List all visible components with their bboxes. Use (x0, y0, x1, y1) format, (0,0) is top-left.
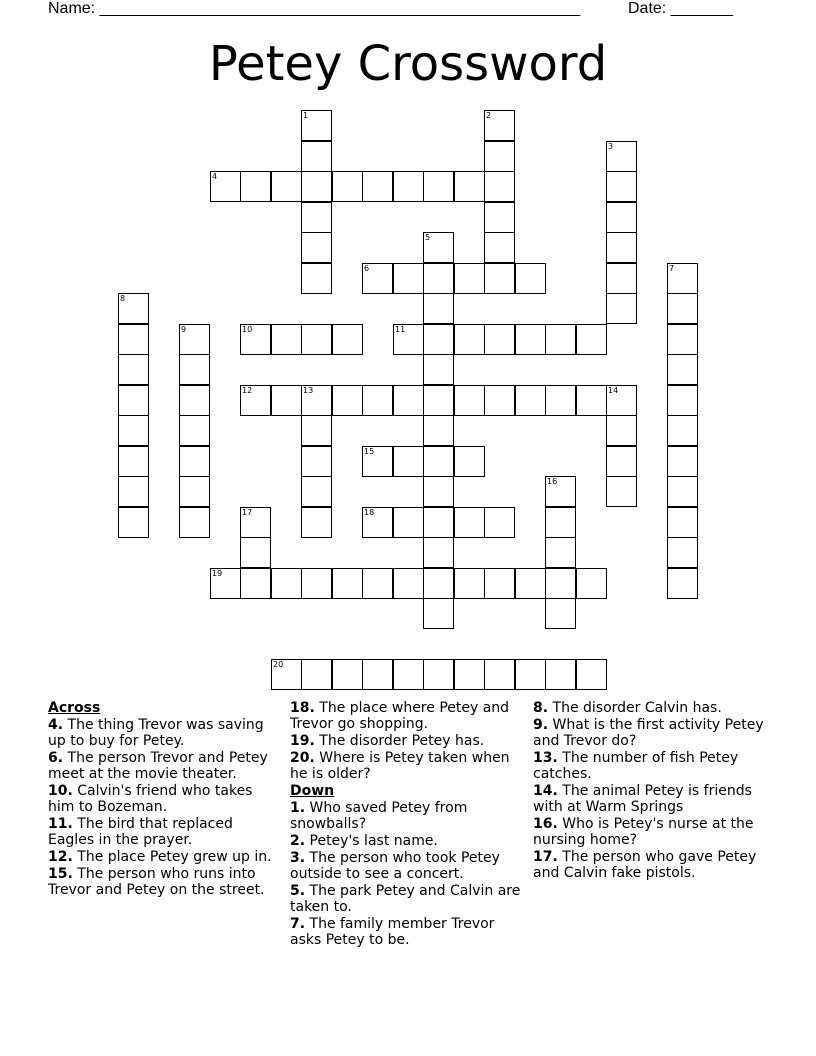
grid-cell[interactable] (606, 202, 637, 233)
grid-cell[interactable] (515, 324, 546, 355)
grid-cell[interactable] (240, 171, 271, 202)
grid-cell[interactable] (454, 263, 485, 294)
cell-number: 3 (608, 142, 614, 151)
grid-cell[interactable] (515, 263, 546, 294)
grid-cell[interactable] (484, 507, 515, 538)
grid-cell[interactable] (332, 171, 363, 202)
cell-number: 5 (425, 233, 431, 242)
page-title: Petey Crossword (208, 36, 608, 92)
grid-cell[interactable] (362, 568, 393, 599)
grid-cell[interactable] (606, 476, 637, 507)
grid-cell[interactable] (301, 141, 332, 172)
clue-down-2: 2. Petey's last name. (290, 833, 438, 849)
cell-number: 11 (395, 325, 406, 334)
grid-cell[interactable] (423, 354, 454, 385)
grid-cell[interactable] (301, 385, 332, 416)
clue-down-9: 9. What is the first activity Petey and Trevor do? (533, 717, 764, 749)
clue-across-15: 15. The person who runs into Trevor and Petey on the street. (48, 866, 265, 898)
grid-cell[interactable] (362, 659, 393, 690)
grid-cell[interactable] (423, 263, 454, 294)
cell-number: 19 (212, 569, 223, 578)
clue-down-13: 13. The number of fish Petey catches. (533, 750, 739, 782)
grid-cell[interactable] (271, 659, 302, 690)
grid-cell[interactable] (332, 324, 363, 355)
grid-cell[interactable] (393, 568, 424, 599)
grid-cell[interactable] (118, 324, 149, 355)
grid-cell[interactable] (606, 171, 637, 202)
grid-cell[interactable] (179, 476, 210, 507)
grid-cell[interactable] (545, 324, 576, 355)
grid-cell[interactable] (240, 537, 271, 568)
clue-across-19: 19. The disorder Petey has. (290, 733, 485, 749)
grid-cell[interactable] (515, 385, 546, 416)
grid-cell[interactable] (454, 507, 485, 538)
grid-cell[interactable] (606, 293, 637, 324)
grid-cell[interactable] (423, 385, 454, 416)
grid-cell[interactable] (484, 202, 515, 233)
grid-cell[interactable] (332, 659, 363, 690)
cell-number: 16 (547, 477, 558, 486)
grid-cell[interactable] (667, 263, 698, 294)
clue-across-20: 20. Where is Petey taken when he is older? (290, 750, 510, 782)
grid-cell[interactable] (393, 659, 424, 690)
grid-cell[interactable] (301, 476, 332, 507)
cell-number: 12 (242, 386, 253, 395)
grid-cell[interactable] (454, 324, 485, 355)
grid-cell[interactable] (240, 385, 271, 416)
cell-number: 15 (364, 447, 375, 456)
grid-cell[interactable] (484, 171, 515, 202)
cell-number: 18 (364, 508, 375, 517)
cell-number: 10 (242, 325, 253, 334)
grid-cell[interactable] (301, 263, 332, 294)
cell-number: 20 (273, 660, 284, 669)
cell-number: 2 (486, 111, 492, 120)
grid-cell[interactable] (118, 446, 149, 477)
grid-cell[interactable] (179, 385, 210, 416)
clue-down-17: 17. The person who gave Petey and Calvin fake pistols. (533, 849, 757, 881)
grid-cell[interactable] (484, 385, 515, 416)
clue-across-12: 12. The place Petey grew up in. (48, 849, 272, 865)
grid-cell[interactable] (179, 354, 210, 385)
clue-across-10: 10. Calvin's friend who takes him to Bozeman. (48, 783, 253, 815)
grid-cell[interactable] (423, 537, 454, 568)
grid-cell[interactable] (454, 446, 485, 477)
grid-cell[interactable] (118, 507, 149, 538)
grid-cell[interactable] (484, 568, 515, 599)
grid-cell[interactable] (423, 507, 454, 538)
clues-column-2 (290, 700, 526, 949)
down-heading: Down (290, 783, 335, 799)
grid-cell[interactable] (118, 415, 149, 446)
grid-cell[interactable] (179, 507, 210, 538)
grid-cell[interactable] (423, 446, 454, 477)
grid-cell[interactable] (606, 232, 637, 263)
grid-cell[interactable] (393, 263, 424, 294)
cell-number: 1 (303, 111, 309, 120)
grid-cell[interactable] (484, 110, 515, 141)
grid-cell[interactable] (271, 324, 302, 355)
grid-cell[interactable] (667, 537, 698, 568)
grid-cell[interactable] (484, 263, 515, 294)
grid-cell[interactable] (576, 659, 607, 690)
grid-cell[interactable] (545, 568, 576, 599)
grid-cell[interactable] (362, 446, 393, 477)
clue-down-5: 5. The park Petey and Calvin are taken to. (290, 883, 521, 915)
grid-cell[interactable] (423, 171, 454, 202)
grid-cell[interactable] (545, 537, 576, 568)
grid-cell[interactable] (423, 415, 454, 446)
grid-cell[interactable] (667, 446, 698, 477)
grid-cell[interactable] (606, 446, 637, 477)
grid-cell[interactable] (393, 446, 424, 477)
grid-cell[interactable] (606, 385, 637, 416)
clues-column-1 (48, 700, 280, 899)
grid-cell[interactable] (393, 507, 424, 538)
grid-cell[interactable] (423, 598, 454, 629)
grid-cell[interactable] (301, 110, 332, 141)
grid-cell[interactable] (301, 446, 332, 477)
grid-cell[interactable] (179, 415, 210, 446)
cell-number: 7 (669, 264, 675, 273)
grid-cell[interactable] (454, 568, 485, 599)
grid-cell[interactable] (576, 324, 607, 355)
grid-cell[interactable] (118, 476, 149, 507)
grid-cell[interactable] (545, 385, 576, 416)
grid-cell[interactable] (179, 446, 210, 477)
cell-number: 4 (212, 172, 218, 181)
grid-cell[interactable] (667, 293, 698, 324)
grid-cell[interactable] (118, 354, 149, 385)
cell-number: 6 (364, 264, 370, 273)
grid-cell[interactable] (271, 171, 302, 202)
grid-cell[interactable] (423, 568, 454, 599)
clue-across-11: 11. The bird that replaced Eagles in the prayer. (48, 816, 233, 848)
cell-number: 17 (242, 508, 253, 517)
clue-across-6: 6. The person Trevor and Petey meet at the movie theater. (48, 750, 268, 782)
clue-down-7: 7. The family member Trevor asks Petey to be. (290, 916, 495, 948)
grid-cell[interactable] (332, 568, 363, 599)
grid-cell[interactable] (667, 507, 698, 538)
clue-down-1: 1. Who saved Petey from snowballs? (290, 800, 468, 832)
grid-cell[interactable] (240, 568, 271, 599)
grid-cell[interactable] (301, 202, 332, 233)
header (48, 0, 756, 20)
grid-cell[interactable] (393, 385, 424, 416)
grid-cell[interactable] (118, 293, 149, 324)
grid-cell[interactable] (667, 385, 698, 416)
grid-cell[interactable] (301, 171, 332, 202)
grid-cell[interactable] (301, 659, 332, 690)
grid-cell[interactable] (667, 415, 698, 446)
grid-cell[interactable] (454, 385, 485, 416)
grid-cell[interactable] (423, 476, 454, 507)
grid-cell[interactable] (179, 324, 210, 355)
grid-cell[interactable] (301, 415, 332, 446)
grid-cell[interactable] (454, 659, 485, 690)
clue-down-8: 8. The disorder Calvin has. (533, 700, 722, 716)
grid-cell[interactable] (667, 476, 698, 507)
grid-cell[interactable] (545, 598, 576, 629)
grid-cell[interactable] (301, 324, 332, 355)
grid-cell[interactable] (515, 568, 546, 599)
name-line[interactable]: Name: ______________________________________________________ (48, 0, 581, 17)
grid-cell[interactable] (301, 568, 332, 599)
grid-cell[interactable] (240, 324, 271, 355)
grid-cell[interactable] (606, 263, 637, 294)
clue-down-16: 16. Who is Petey's nurse at the nursing home? (533, 816, 754, 848)
grid-cell[interactable] (484, 324, 515, 355)
grid-cell[interactable] (362, 171, 393, 202)
grid-cell[interactable] (667, 568, 698, 599)
grid-cell[interactable] (423, 324, 454, 355)
grid-cell[interactable] (301, 507, 332, 538)
grid-cell[interactable] (332, 385, 363, 416)
grid-cell[interactable] (484, 141, 515, 172)
grid-cell[interactable] (301, 232, 332, 263)
grid-cell[interactable] (576, 385, 607, 416)
grid-cell[interactable] (240, 507, 271, 538)
cell-number: 8 (120, 294, 126, 303)
grid-cell[interactable] (362, 263, 393, 294)
grid-cell[interactable] (210, 171, 241, 202)
clue-down-3: 3. The person who took Petey outside to see a concert. (290, 850, 500, 882)
clue-down-14: 14. The animal Petey is friends with at Warm Springs (533, 783, 752, 815)
cell-number: 9 (181, 325, 187, 334)
grid-cell[interactable] (545, 659, 576, 690)
cell-number: 14 (608, 386, 619, 395)
grid-cell[interactable] (484, 232, 515, 263)
clues-column-3 (533, 700, 769, 882)
clue-across-18: 18. The place where Petey and Trevor go shopping. (290, 700, 510, 732)
grid-cell[interactable] (118, 385, 149, 416)
grid-cell[interactable] (454, 171, 485, 202)
across-heading: Across (48, 700, 101, 716)
grid-cell[interactable] (271, 385, 302, 416)
grid-cell[interactable] (606, 415, 637, 446)
grid-cell[interactable] (423, 659, 454, 690)
grid-cell[interactable] (362, 385, 393, 416)
grid-cell[interactable] (393, 324, 424, 355)
grid-cell[interactable] (484, 659, 515, 690)
grid-cell[interactable] (545, 507, 576, 538)
date-line[interactable]: Date: _______ (628, 0, 733, 17)
grid-cell[interactable] (576, 568, 607, 599)
grid-cell[interactable] (667, 354, 698, 385)
cell-number: 13 (303, 386, 314, 395)
grid-cell[interactable] (423, 293, 454, 324)
grid-cell[interactable] (393, 171, 424, 202)
grid-cell[interactable] (545, 476, 576, 507)
grid-cell[interactable] (362, 507, 393, 538)
grid-cell[interactable] (667, 324, 698, 355)
clue-across-4: 4. The thing Trevor was saving up to buy for Petey. (48, 717, 264, 749)
grid-cell[interactable] (606, 141, 637, 172)
grid-cell[interactable] (515, 659, 546, 690)
grid-cell[interactable] (423, 232, 454, 263)
grid-cell[interactable] (271, 568, 302, 599)
grid-cell[interactable] (210, 568, 241, 599)
